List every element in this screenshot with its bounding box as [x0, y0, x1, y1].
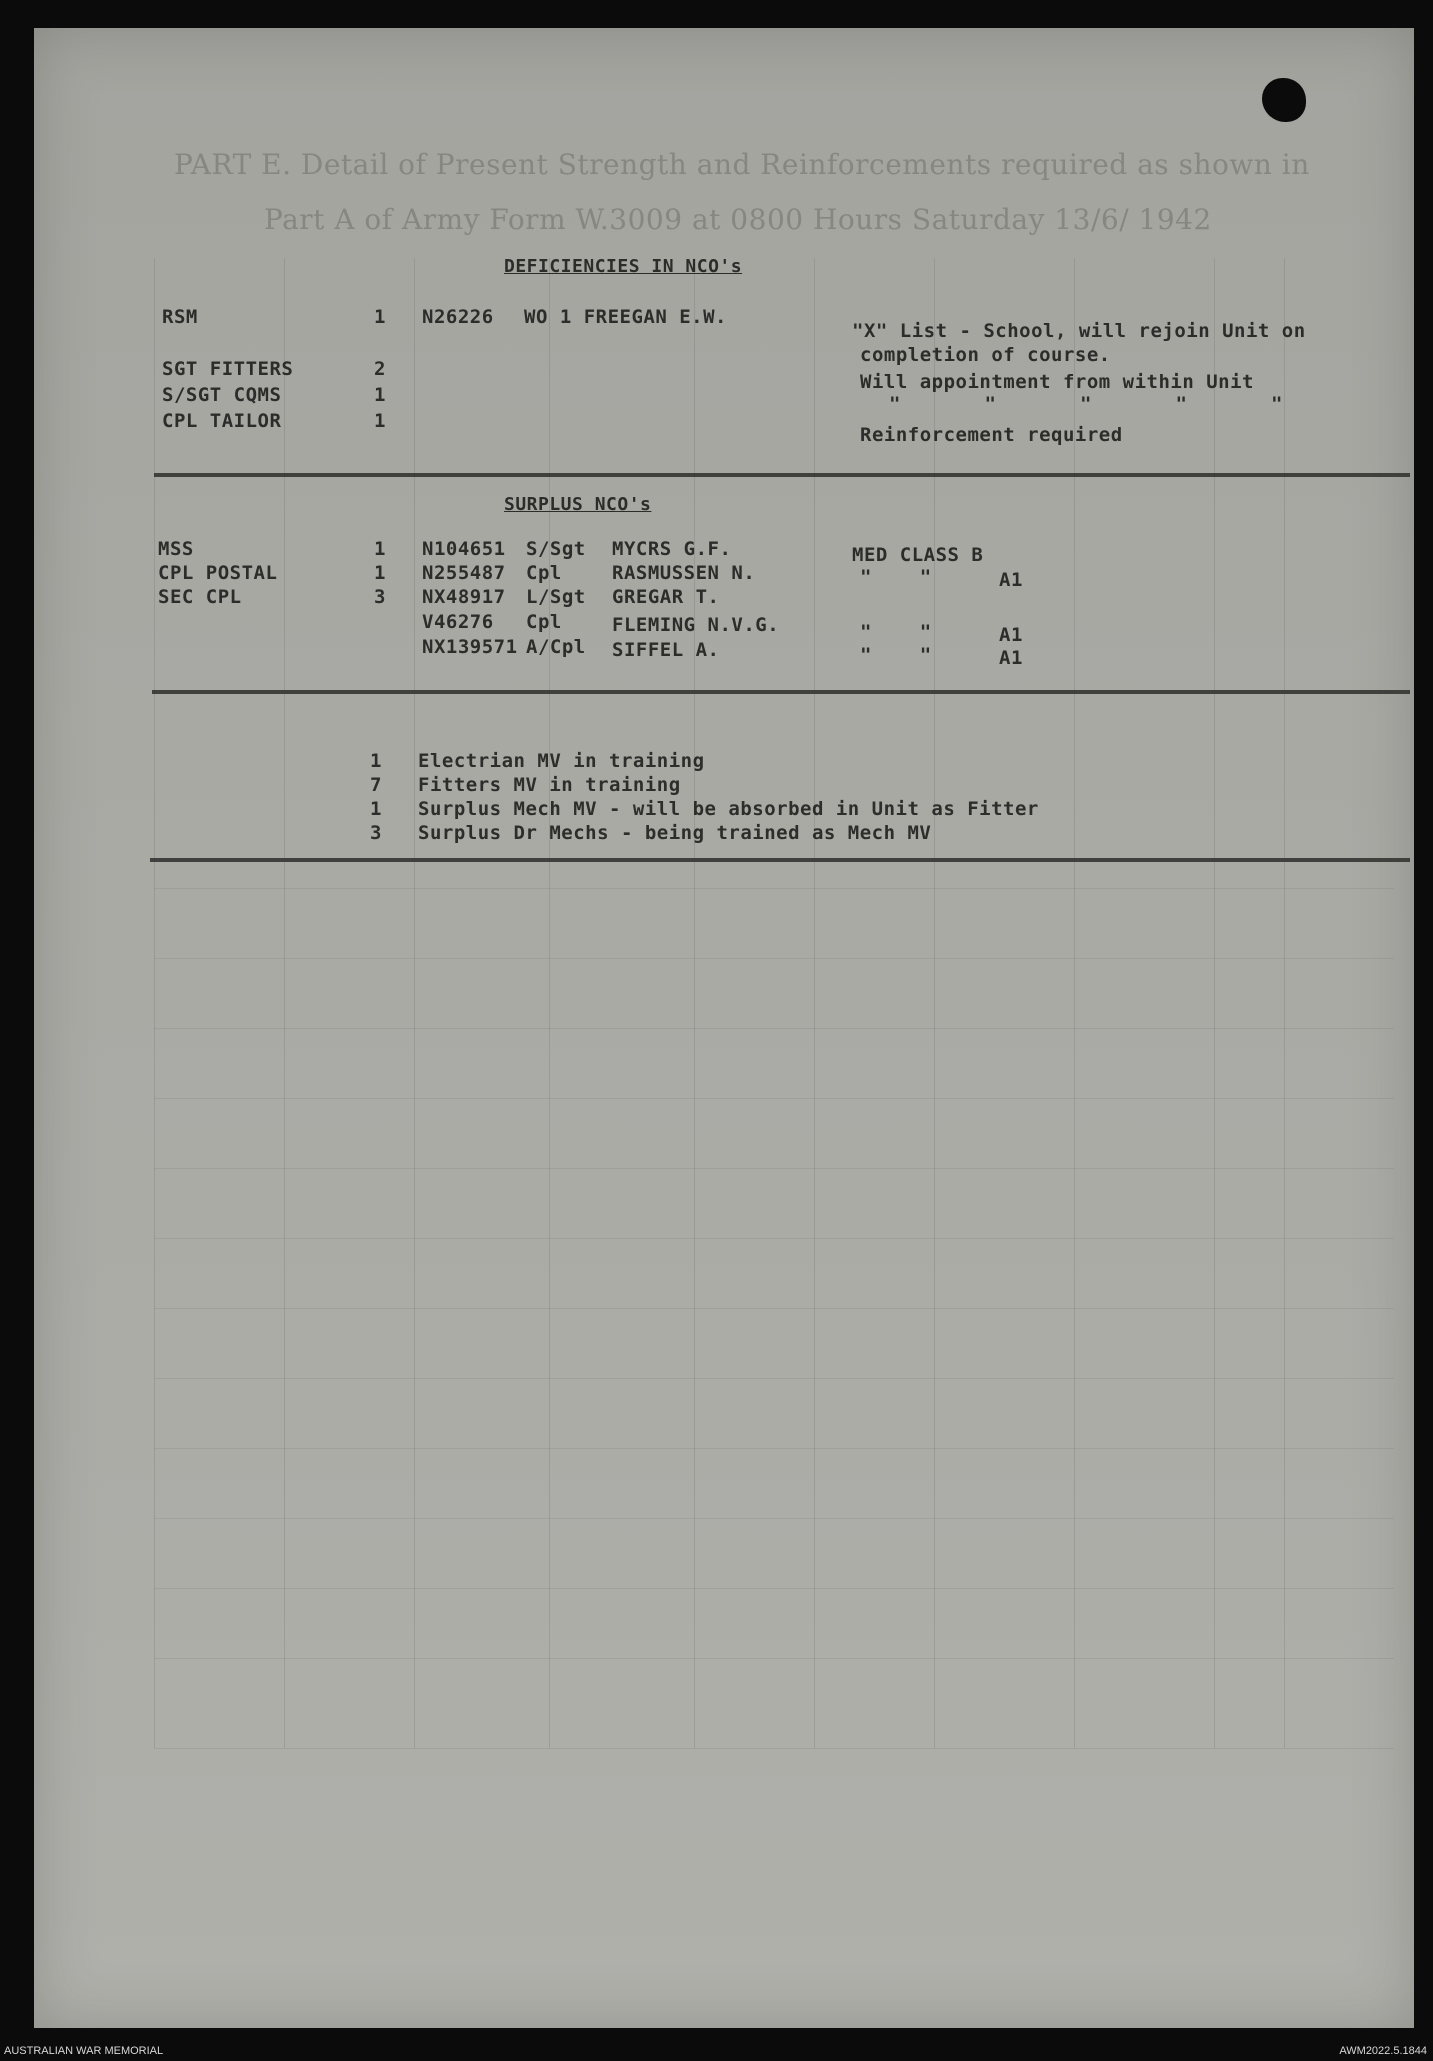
deficiency-qty: 1	[374, 410, 386, 432]
surplus-rank: MSS	[158, 538, 194, 560]
surplus-number: NX48917	[422, 586, 506, 608]
deficiency-qty: 2	[374, 358, 386, 380]
training-text: Surplus Dr Mechs - being trained as Mech MV	[418, 822, 932, 844]
deficiency-rank: RSM	[162, 306, 198, 328]
surplus-grade: Cpl	[526, 562, 562, 584]
deficiencies-heading: DEFICIENCIES IN NCO's	[504, 256, 743, 277]
deficiency-rank: SGT FITTERS	[162, 358, 294, 380]
surplus-number: V46276	[422, 611, 494, 633]
deficiency-rank: S/SGT CQMS	[162, 384, 282, 406]
deficiency-qty: 1	[374, 384, 386, 406]
form-header-line-1: PART E. Detail of Present Strength and Reinforcements required as shown in	[174, 148, 1310, 181]
footer-accession: AWM2022.5.1844	[1339, 2045, 1427, 2057]
punched-hole	[1262, 78, 1306, 122]
surplus-name: RASMUSSEN N.	[612, 562, 756, 584]
training-qty: 1	[370, 750, 382, 772]
surplus-heading: SURPLUS NCO's	[504, 494, 652, 515]
surplus-rank: CPL POSTAL	[158, 562, 278, 584]
surplus-med: " "	[860, 621, 932, 643]
deficiency-remark: Reinforcement required	[860, 424, 1123, 446]
surplus-name: GREGAR T.	[612, 586, 720, 608]
section-rule	[150, 858, 1410, 862]
surplus-rank: SEC CPL	[158, 586, 242, 608]
surplus-qty: 1	[374, 562, 386, 584]
deficiency-remark: completion of course.	[860, 344, 1111, 366]
training-text: Fitters MV in training	[418, 774, 681, 796]
surplus-grade: A/Cpl	[526, 636, 586, 658]
training-qty: 3	[370, 822, 382, 844]
surplus-med: " "	[860, 566, 932, 588]
surplus-med: MED CLASS B	[852, 544, 984, 566]
surplus-name: FLEMING N.V.G.	[612, 614, 780, 636]
surplus-number: N255487	[422, 562, 506, 584]
surplus-number: N104651	[422, 538, 506, 560]
training-text: Surplus Mech MV - will be absorbed in Unit as Fitter	[418, 798, 1039, 820]
deficiency-remark: " " " " "	[889, 393, 1283, 415]
section-rule	[152, 690, 1410, 694]
training-text: Electrian MV in training	[418, 750, 705, 772]
form-header-line-2: Part A of Army Form W.3009 at 0800 Hours Saturday 13/6/ 1942	[264, 203, 1212, 236]
surplus-grade: Cpl	[526, 611, 562, 633]
surplus-name: SIFFEL A.	[612, 639, 720, 661]
surplus-grade: L/Sgt	[526, 586, 586, 608]
surplus-med: " "	[860, 644, 932, 666]
deficiency-remark: Will appointment from within Unit	[860, 371, 1254, 393]
surplus-number: NX139571	[422, 636, 518, 658]
surplus-qty: 3	[374, 586, 386, 608]
surplus-class: A1	[999, 624, 1023, 646]
surplus-name: MYCRS G.F.	[612, 538, 732, 560]
deficiency-remark: "X" List - School, will rejoin Unit on	[852, 320, 1306, 342]
training-qty: 7	[370, 774, 382, 796]
section-rule	[154, 473, 1410, 477]
deficiency-number: N26226	[422, 306, 494, 328]
deficiency-qty: 1	[374, 306, 386, 328]
surplus-qty: 1	[374, 538, 386, 560]
surplus-class: A1	[999, 569, 1023, 591]
training-qty: 1	[370, 798, 382, 820]
footer-source: AUSTRALIAN WAR MEMORIAL	[4, 2045, 164, 2057]
deficiency-name: WO 1 FREEGAN E.W.	[524, 306, 727, 328]
document-page	[34, 28, 1414, 2028]
surplus-class: A1	[999, 647, 1023, 669]
deficiency-rank: CPL TAILOR	[162, 410, 282, 432]
surplus-grade: S/Sgt	[526, 538, 586, 560]
